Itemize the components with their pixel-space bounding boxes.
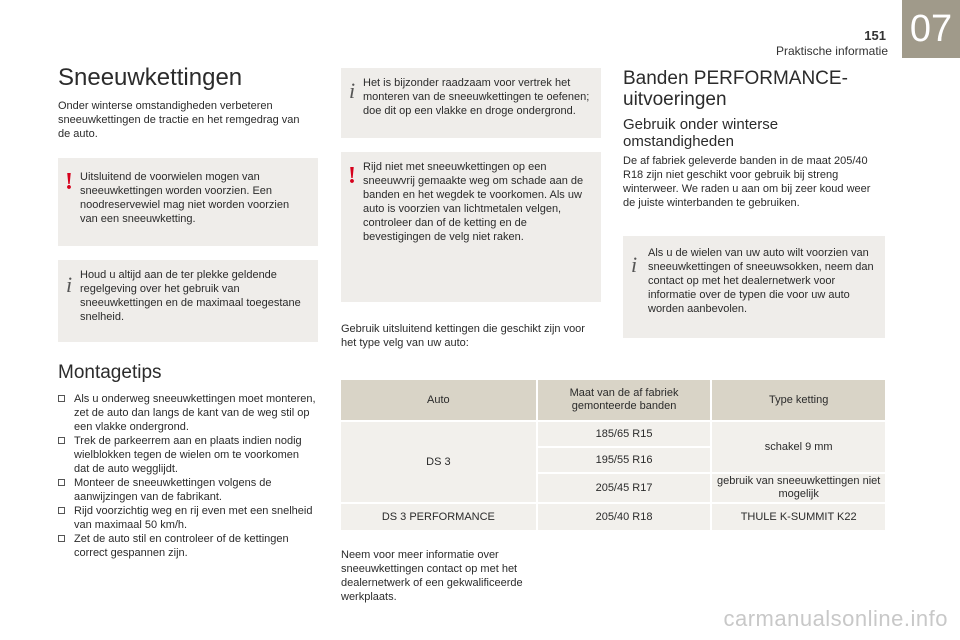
section-heading-performance: Banden PERFORMANCE-uitvoeringen	[623, 68, 848, 110]
checkbox-bullet-icon	[58, 507, 65, 514]
table-row	[341, 422, 885, 446]
table-cell: DS 3 PERFORMANCE	[341, 504, 536, 530]
intro-text: Onder winterse omstandigheden verbeteren sneeuwkettingen de tractie en het remgedrag van de auto.	[58, 100, 300, 140]
checkbox-bullet-icon	[58, 479, 65, 486]
table-intro-text: Gebruik uitsluitend kettingen die geschikt zijn voor het type velg van uw auto:	[341, 323, 585, 349]
column-header: Auto	[341, 380, 536, 420]
table-cell: gebruik van sneeuwkettingen niet mogelijk	[712, 474, 885, 502]
performance-text: De af fabriek geleverde banden in de maat 205/40 R18 zijn niet geschikt voor gebruik bij streng winterweer. We raden u aan om bij zeer koud weer de juiste winterbanden te gebruiken.	[623, 155, 871, 209]
warning-box-snow-free-road	[341, 152, 601, 302]
table-row	[341, 504, 885, 530]
subheading-winter: Gebruik onder winterse omstandigheden	[623, 116, 779, 150]
section-title: Praktische informatie	[775, 44, 888, 58]
info-text: Het is bijzonder raadzaam voor vertrek het monteren van de sneeuwkettingen te oefenen; doe dit op een vlakke en droge ondergrond.	[363, 77, 590, 117]
table-cell: 185/65 R15	[538, 422, 711, 446]
warning-box-front-wheels	[58, 158, 318, 246]
info-box-practice	[341, 68, 601, 138]
column-header: Type ketting	[712, 380, 885, 420]
chapter-tab: 07	[902, 0, 960, 58]
table-cell: DS 3	[341, 422, 536, 502]
snow-chain-table	[339, 378, 887, 532]
page-number: 151	[864, 28, 886, 43]
info-icon: i	[631, 252, 638, 277]
checkbox-bullet-icon	[58, 395, 65, 402]
list-item: Zet de auto stil en controleer of de kettingen correct gespannen zijn.	[58, 532, 316, 560]
exclamation-icon: !	[348, 163, 356, 189]
table-header-row	[341, 380, 885, 420]
list-item: Rijd voorzichtig weg en rij even met een snelheid van maximaal 50 km/h.	[58, 504, 316, 532]
info-icon: i	[349, 78, 356, 103]
section-heading-montagetips: Montagetips	[58, 362, 162, 383]
info-icon: i	[66, 272, 73, 297]
exclamation-icon: !	[65, 169, 73, 195]
page-title: Sneeuwkettingen	[58, 64, 243, 91]
list-item: Monteer de sneeuwkettingen volgens de aanwijzingen van de fabrikant.	[58, 476, 316, 504]
warning-text: Rijd niet met sneeuwkettingen op een sneeuwvrij gemaakte weg om schade aan de banden en het wegdek te voorkomen. Als uw auto is voorzien van lichtmetalen velgen, controleer dan of de ketting en de bevestigingen de velg niet raken.	[363, 161, 584, 243]
column-header: Maat van de af fabriek gemonteerde banden	[538, 380, 711, 420]
info-text: Houd u altijd aan de ter plekke geldende regelgeving over het gebruik van sneeuwkettingen en de maximaal toegestane snelheid.	[80, 269, 301, 323]
table-cell: schakel 9 mm	[712, 422, 885, 472]
table-cell: THULE K-SUMMIT K22	[712, 504, 885, 530]
warning-text: Uitsluitend de voorwielen mogen van sneeuwkettingen worden voorzien. Een noodreservewiel mag niet worden voorzien van een sneeuwketting.	[80, 171, 290, 225]
info-box-dealer	[623, 236, 885, 338]
info-text: Als u de wielen van uw auto wilt voorzien van sneeuwkettingen of sneeuwsokken, neem dan contact op met het dealernetwerk voor informatie over de typen die voor uw auto worden aanbevolen.	[648, 247, 874, 315]
table-cell: 195/55 R16	[538, 448, 711, 472]
checkbox-bullet-icon	[58, 437, 65, 444]
tips-list	[58, 392, 316, 560]
watermark: carmanualsonline.info	[723, 606, 948, 631]
list-item: Als u onderweg sneeuwkettingen moet monteren, zet de auto dan langs de kant van de weg stil op een vlakke ondergrond.	[58, 392, 316, 434]
outro-text: Neem voor meer informatie over sneeuwkettingen contact op met het dealernetwerk of een gekwalificeerde werkplaats.	[341, 549, 523, 603]
table-cell: 205/45 R17	[538, 474, 711, 502]
list-item: Trek de parkeerrem aan en plaats indien nodig wielblokken tegen de wielen om te voorkomen dat de auto wegglijdt.	[58, 434, 316, 476]
info-box-regulations	[58, 260, 318, 342]
checkbox-bullet-icon	[58, 535, 65, 542]
table-cell: 205/40 R18	[538, 504, 711, 530]
